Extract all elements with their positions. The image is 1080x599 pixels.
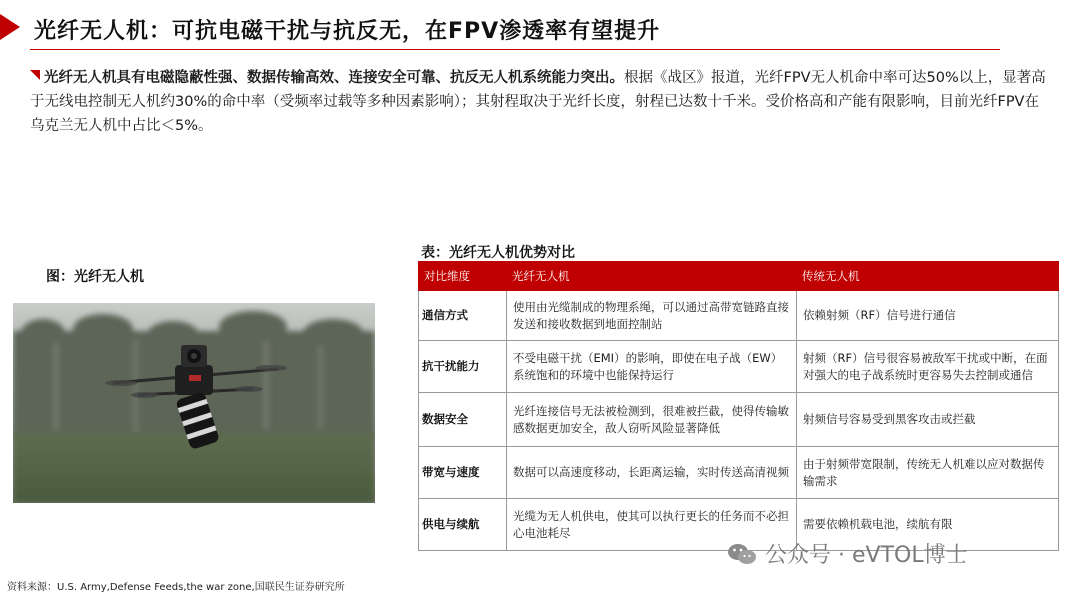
table-row [419,447,1059,499]
summary-body: 根据《战区》报道，光纤FPV无人机命中率可达50%以上，显著高于无线电控制无人机约30%的命中率（受频率过载等多种因素影响）；其射程取决于光纤长度，射程已达数十千米。受价格高和产能有限影响，目前光纤FPV在乌克兰无人机中占比＜5%。 [30,70,1046,134]
watermark [727,538,968,569]
header-dimension: 对比维度 [419,262,507,291]
cell-traditional: 射频（RF）信号很容易被敌军干扰或中断，在面对强大的电子战系统时更容易失去控制或通信 [797,341,1059,393]
cell-fiber: 使用由光缆制成的物理系绳，可以通过高带宽链路直接发送和接收数据到地面控制站 [507,291,797,341]
cell-traditional: 需要依赖机载电池，续航有限 [797,499,1059,551]
bullet-marker [30,70,40,80]
summary-paragraph [30,66,1050,138]
table-row [419,341,1059,393]
cell-fiber: 不受电磁干扰（EMI）的影响，即使在电子战（EW）系统饱和的环境中也能保持运行 [507,341,797,393]
drone-photo-illustration [13,303,375,503]
cell-dimension: 数据安全 [419,393,507,447]
page-title: 光纤无人机：可抗电磁干扰与抗反无，在FPV渗透率有望提升 [34,19,661,44]
cell-traditional: 由于射频带宽限制，传统无人机难以应对数据传输需求 [797,447,1059,499]
cell-dimension: 通信方式 [419,291,507,341]
cell-traditional: 依赖射频（RF）信号进行通信 [797,291,1059,341]
cell-traditional: 射频信号容易受到黑客攻击或拦截 [797,393,1059,447]
table-row [419,291,1059,341]
watermark-text: 公众号 · eVTOL博士 [765,543,968,568]
title-marker [0,14,20,40]
wechat-icon [727,542,757,566]
title-divider [30,49,1000,50]
cell-fiber: 光缆为无人机供电，使其可以执行更长的任务而不必担心电池耗尽 [507,499,797,551]
figure-caption: 图：光纤无人机 [46,269,144,285]
cell-fiber: 数据可以高速度移动，长距离运输，实时传送高清视频 [507,447,797,499]
summary-lead: 光纤无人机具有电磁隐蔽性强、数据传输高效、连接安全可靠、抗反无人机系统能力突出。 [44,70,624,86]
cell-dimension: 供电与续航 [419,499,507,551]
table-header-row [419,262,1059,291]
comparison-table [418,261,1059,551]
cell-dimension: 带宽与速度 [419,447,507,499]
cell-dimension: 抗干扰能力 [419,341,507,393]
header-traditional-drone: 传统无人机 [797,262,1059,291]
drone-photo [13,303,375,503]
table-row [419,393,1059,447]
cell-fiber: 光纤连接信号无法被检测到，很难被拦截，使得传输敏感数据更加安全，敌人窃听风险显著降低 [507,393,797,447]
header-fiber-drone: 光纤无人机 [507,262,797,291]
table-caption: 表：光纤无人机优势对比 [421,245,575,261]
source-note: 资料来源：U.S. Army,Defense Feeds,the war zone,国联民生证券研究所 [7,582,345,593]
